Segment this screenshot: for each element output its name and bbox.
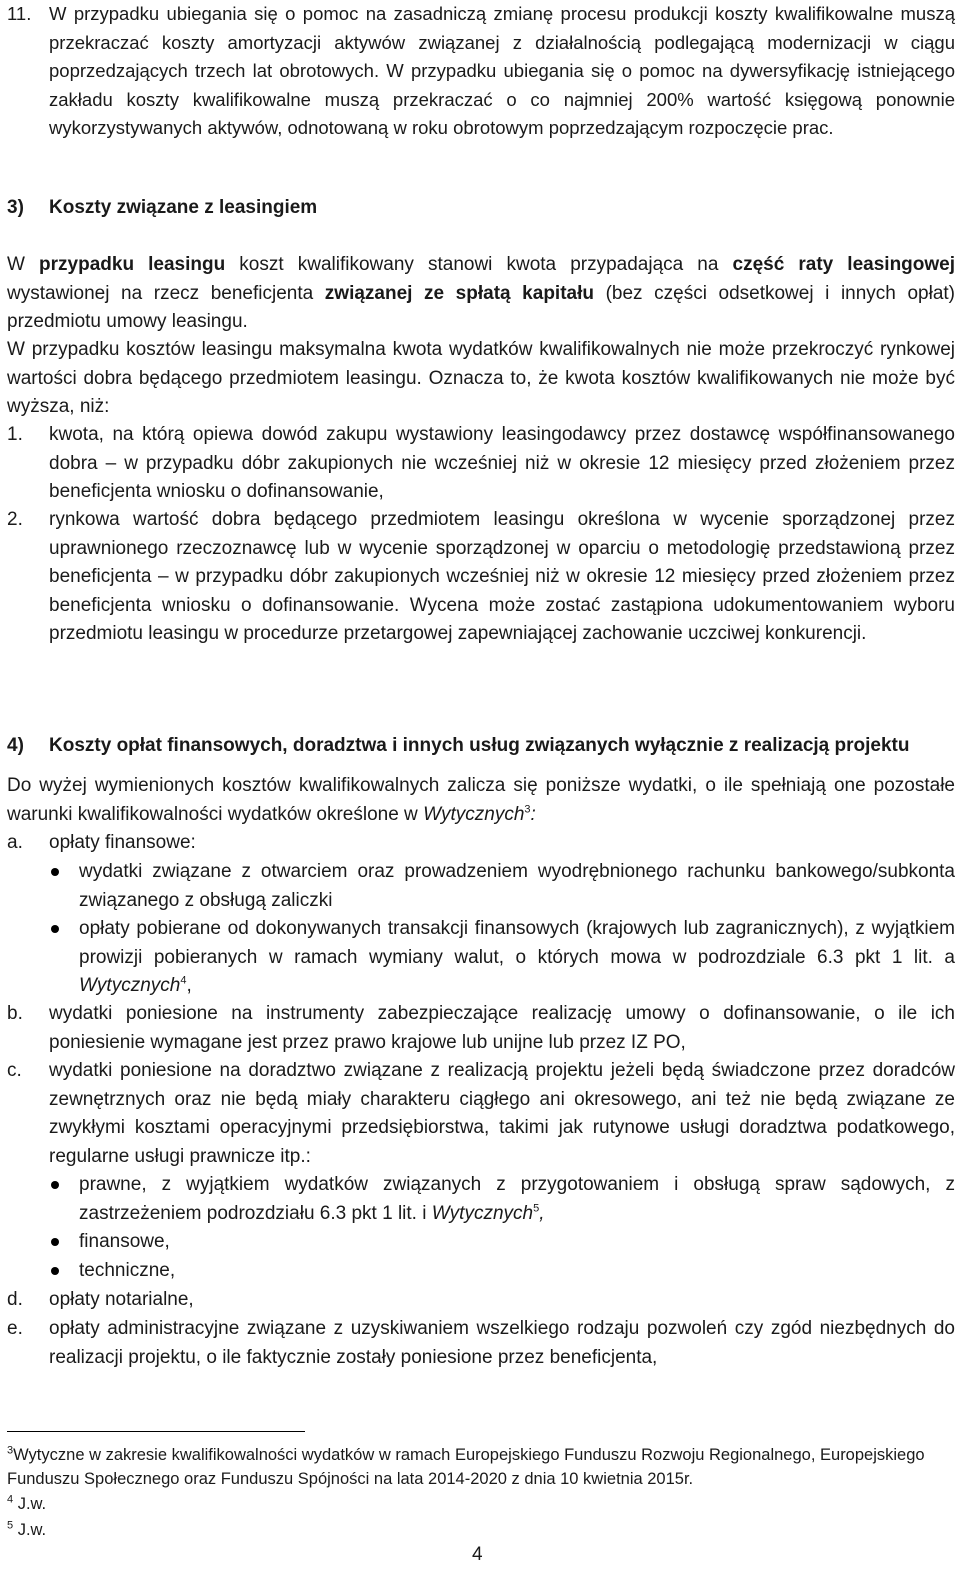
text-run: prawne, z wyjątkiem wydatków związanych z przygotowaniem i obsługą spraw sądowych, z zastrzeżeniem podrozdziału 6.3 pkt 1 lit. i bbox=[79, 1174, 955, 1224]
bullet-icon bbox=[51, 1238, 59, 1246]
text-run: (bez części odsetkowej i innych opłat) przedmiotu umowy leasingu. bbox=[7, 282, 955, 332]
list-item-number: 1. bbox=[7, 424, 23, 445]
section-4-heading bbox=[7, 732, 909, 760]
bold-run: przypadku leasingu bbox=[39, 254, 226, 275]
footnote-text: Wytyczne w zakresie kwalifikowalności wydatków w ramach Europejskiego Funduszu Rozwoju Regionalnego, Europejskiego Funduszu Społecznego oraz Funduszu Spójności na lata 2014-2020 z dnia 10 kwietnia 2015r. bbox=[7, 1446, 925, 1488]
item-e-letter: e. bbox=[7, 1318, 23, 1339]
section-3-number: 3) bbox=[7, 197, 24, 218]
item-11-text: W przypadku ubiegania się o pomoc na zasadniczą zmianę procesu produkcji koszty kwalifikowalne muszą przekraczać koszty amortyzacji aktywów związanej z działalnością podlegającą modernizacji w ciągu poprzedzających trzech lat obrotowych. W przypadku ubiegania się o pomoc na dywersyfikację istniejącego zakładu koszty kwalifikowalne muszą przekraczać o co najmniej 200% wartość księgową ponownie wykorzystywanych aktywów, odnotowaną w roku obrotowym poprzedzającym rozpoczęcie prac. bbox=[49, 3, 955, 138]
item-e-text: opłaty administracyjne związane z uzyskiwaniem wszelkiego rodzaju pozwoleń czy zgód niezbędnych do realizacji projektu, o ile faktycznie zostały poniesione przez beneficjenta, bbox=[49, 1318, 955, 1368]
item-d-letter: d. bbox=[7, 1289, 23, 1310]
bullet-text: wydatki związane z otwarciem oraz prowadzeniem wyodrębnionego rachunku bankowego/subkonta związanego z obsługą zaliczki bbox=[79, 861, 955, 911]
text-run: wystawionej na rzecz beneficjenta bbox=[7, 282, 325, 304]
text-run: opłaty pobierane od dokonywanych transakcji finansowych (krajowych lub zagranicznych), z wyjątkiem prowizji pobieranych w ramach wymiany walut, o których mowa w podrozdziale 6.3 pkt 1 lit. a bbox=[79, 918, 955, 968]
list-item-text: rynkowa wartość dobra będącego przedmiotem leasingu określona w wycenie sporządzonej przez uprawnionego rzeczoznawcę lub w wycenie sporządzonej w oparciu o metodologię przedstawioną przez beneficjenta – w przypadku dóbr zakupionych wcześniej niż w okresie 12 miesięcy przed złożeniem przez beneficjenta wniosku o dofinansowanie. Wycena może zostać zastąpiona udokumentowaniem wyboru przedmiotu leasingu w procedurze przetargowej zapewniającej zachowanie uczciwej konkurencji. bbox=[49, 509, 955, 644]
item-11-number: 11. bbox=[7, 3, 32, 24]
list-item-number: 2. bbox=[7, 509, 23, 530]
italic-run: Wytycznych bbox=[431, 1202, 534, 1224]
section-4-number: 4) bbox=[7, 735, 24, 756]
text-run: : bbox=[530, 803, 536, 825]
text-run: W bbox=[7, 254, 40, 275]
footnote-text: J.w. bbox=[17, 1521, 47, 1539]
item-b-text: wydatki poniesione na instrumenty zabezpieczające realizację umowy o dofinansowanie, o ile ich poniesienie wymagane jest przez prawo krajowe lub unijne lub przez IZ PO, bbox=[49, 1003, 955, 1053]
bold-run: związanej ze spłatą kapitału bbox=[324, 282, 594, 304]
item-b-letter: b. bbox=[7, 1003, 23, 1024]
list-item-text: kwota, na którą opiewa dowód zakupu wystawiony leasingodawcy przez dostawcę współfinansowanego dobra – w przypadku dóbr zakupionych nie wcześniej niż w okresie 12 miesięcy przed złożeniem przez beneficjenta wniosku o dofinansowanie, bbox=[49, 424, 955, 502]
text-run: koszt kwalifikowany stanowi kwota przypadająca na bbox=[225, 254, 733, 275]
footnote-separator bbox=[7, 1431, 305, 1432]
footnote-mark: 5 bbox=[7, 1519, 14, 1532]
italic-run: Wytycznych bbox=[423, 803, 525, 825]
bullet-icon bbox=[51, 1181, 59, 1189]
footnote-text: J.w. bbox=[17, 1495, 47, 1513]
bold-run: część raty leasingowej bbox=[732, 254, 956, 275]
item-c-text: wydatki poniesione na doradztwo związane z realizacją projektu jeżeli będą świadczone przez doradców zewnętrznych oraz nie będą miały charakteru ciągłego ani okresowego, ani też nie będą związane ze zwykłymi kosztami operacyjnymi przedsiębiorstwa, takimi jak rutynowe usługi doradztwa podatkowego, regularne usługi prawnicze itp.: bbox=[49, 1060, 955, 1167]
footnote-mark: 3 bbox=[7, 1444, 14, 1457]
bullet-icon bbox=[51, 925, 59, 933]
text-run: , bbox=[539, 1202, 545, 1224]
footnote-3 bbox=[7, 1443, 955, 1491]
bullet-text: techniczne, bbox=[79, 1260, 176, 1281]
bullet-text bbox=[79, 1171, 955, 1228]
bullet-text bbox=[79, 915, 955, 1001]
section-3-heading bbox=[7, 194, 317, 222]
leasing-paragraph-1 bbox=[7, 251, 955, 337]
bullet-icon bbox=[51, 1267, 59, 1275]
footnote-4 bbox=[7, 1492, 955, 1516]
bullet-icon bbox=[51, 868, 59, 876]
item-a-text: opłaty finansowe: bbox=[49, 832, 196, 853]
section-4-intro bbox=[7, 772, 955, 829]
item-a-letter: a. bbox=[7, 832, 23, 853]
text-run: , bbox=[186, 975, 192, 996]
bullet-text: finansowe, bbox=[79, 1231, 170, 1252]
italic-run: Wytycznych bbox=[79, 975, 181, 996]
footnote-5 bbox=[7, 1518, 955, 1542]
item-c-letter: c. bbox=[7, 1060, 22, 1081]
section-4-title: Koszty opłat finansowych, doradztwa i innych usług związanych wyłącznie z realizacją projektu bbox=[49, 735, 910, 756]
footnote-ref: 4 bbox=[180, 974, 187, 987]
item-d-text: opłaty notarialne, bbox=[49, 1289, 194, 1310]
text-run: Do wyżej wymienionych kosztów kwalifikowalnych zalicza się poniższe wydatki, o ile spełniają one pozostałe warunki kwalifikowalności wydatków określone w bbox=[7, 775, 955, 825]
footnote-ref: 3 bbox=[524, 803, 531, 816]
page-number: 4 bbox=[472, 1544, 483, 1565]
footnote-ref: 5 bbox=[533, 1202, 540, 1215]
leasing-paragraph-2: W przypadku kosztów leasingu maksymalna kwota wydatków kwalifikowalnych nie może przekroczyć rynkowej wartości dobra będącego przedmiotem leasingu. Oznacza to, że kwota kosztów kwalifikowanych nie może być wyższa, niż: bbox=[7, 339, 955, 417]
footnote-mark: 4 bbox=[7, 1493, 14, 1506]
section-3-title: Koszty związane z leasingiem bbox=[49, 197, 318, 218]
